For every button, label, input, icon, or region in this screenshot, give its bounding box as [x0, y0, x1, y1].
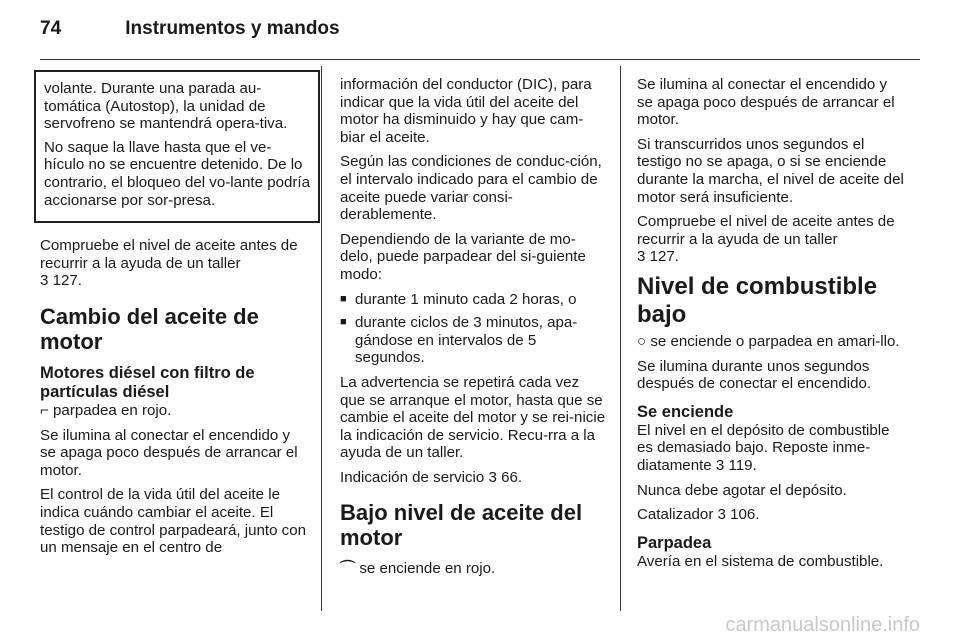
section-heading: Nivel de combustible bajo [637, 272, 878, 328]
list-item: ■ durante 1 minuto cada 2 horas, o [340, 291, 606, 309]
bullet-list [340, 291, 606, 367]
watermark: carmanualsonline.info [725, 614, 920, 636]
column-divider [620, 66, 621, 611]
list-item: ■ durante ciclos de 3 minutos, apa-gándose en intervalos de 5 segundos. [340, 314, 606, 367]
subsection-heading: Motores diésel con filtro de partículas diésel [40, 363, 255, 401]
page-reference[interactable]: 3 127. [637, 248, 679, 266]
subsection-heading: Se enciende [637, 402, 734, 421]
oil-change-icon: ⌐ [40, 401, 49, 419]
note-paragraph: No saque la llave hasta que el ve-hículo no se encuentre detenido. De lo contrario, el bloqueo del vo-lante podría accionarse por sor-presa. [44, 138, 310, 209]
paragraph [637, 213, 905, 266]
page-title: Instrumentos y mandos [125, 18, 340, 39]
page-number: 74 [40, 18, 62, 39]
paragraph [40, 237, 306, 290]
text: se enciende o parpadea en amari-llo. [650, 332, 900, 350]
header-rule [40, 59, 920, 60]
paragraph: El control de la vida útil del aceite le indica cuándo cambiar el aceite. El testigo de control parpadeará, junto con un mensaje en el centro de [40, 486, 306, 557]
paragraph [637, 333, 905, 351]
paragraph: Se ilumina al conectar el encendido y se apaga poco después de arrancar el motor. [40, 426, 298, 479]
section-heading: Cambio del aceite de motor [40, 303, 259, 354]
paragraph [340, 560, 606, 578]
section-heading: Bajo nivel de aceite del motor [340, 500, 583, 551]
paragraph: Indicación de servicio 3 66. [340, 468, 523, 486]
paragraph: La advertencia se repetirá cada vez que se arranque el motor, hasta que se cambie el aceite del motor y se rei-nicie la indicación de servicio. Recu-rra a la ayuda de un taller. [340, 373, 606, 462]
page-reference[interactable]: 3 127. [40, 272, 82, 290]
paragraph: Se ilumina al conectar el encendido y se apaga poco después de arrancar el motor. [637, 76, 895, 129]
paragraph: Según las condiciones de conduc-ción, el intervalo indicado para el cambio de aceite puede variar consi-derablemente. [340, 153, 602, 224]
page-header [40, 18, 340, 40]
fuel-icon: ○ [637, 332, 647, 350]
column-1 [40, 76, 310, 564]
column-divider [321, 66, 322, 611]
paragraph: El nivel en el depósito de combustible es demasiado bajo. Reposte inme-diatamente 3 119. [637, 421, 890, 474]
text: parpadea en rojo. [53, 401, 172, 419]
paragraph: Avería en el sistema de combustible. [637, 552, 884, 570]
subsection-heading: Parpadea [637, 533, 712, 552]
paragraph: Dependiendo de la variante de mo-delo, puede parpadear del si-guiente modo: [340, 230, 586, 283]
column-2 [340, 76, 606, 585]
paragraph: Catalizador 3 106. [637, 506, 760, 524]
oil-can-icon: ⌒ [340, 560, 356, 578]
text: se enciende en rojo. [359, 560, 496, 578]
paragraph: Nunca debe agotar el depósito. [637, 481, 847, 499]
paragraph: Se ilumina durante unos segundos después de conectar el encendido. [637, 357, 872, 393]
text: Compruebe el nivel de aceite antes de recurrir a la ayuda de un taller [40, 237, 298, 272]
note-paragraph: volante. Durante una parada au-tomática (Autostop), la unidad de servofreno se mantendrá opera-tiva. [44, 80, 288, 133]
paragraph: información del conductor (DIC), para indicar que la vida útil del aceite del motor ha disminuido y hay que cam-biar el aceite. [340, 76, 592, 146]
column-3 [637, 76, 905, 577]
text: Compruebe el nivel de aceite antes de recurrir a la ayuda de un taller [637, 213, 895, 248]
note-box [34, 70, 320, 223]
paragraph: Si transcurridos unos segundos el testigo no se apaga, o si se enciende durante la marcha, el nivel de aceite del motor será insuficiente. [637, 135, 904, 206]
paragraph [40, 402, 306, 420]
